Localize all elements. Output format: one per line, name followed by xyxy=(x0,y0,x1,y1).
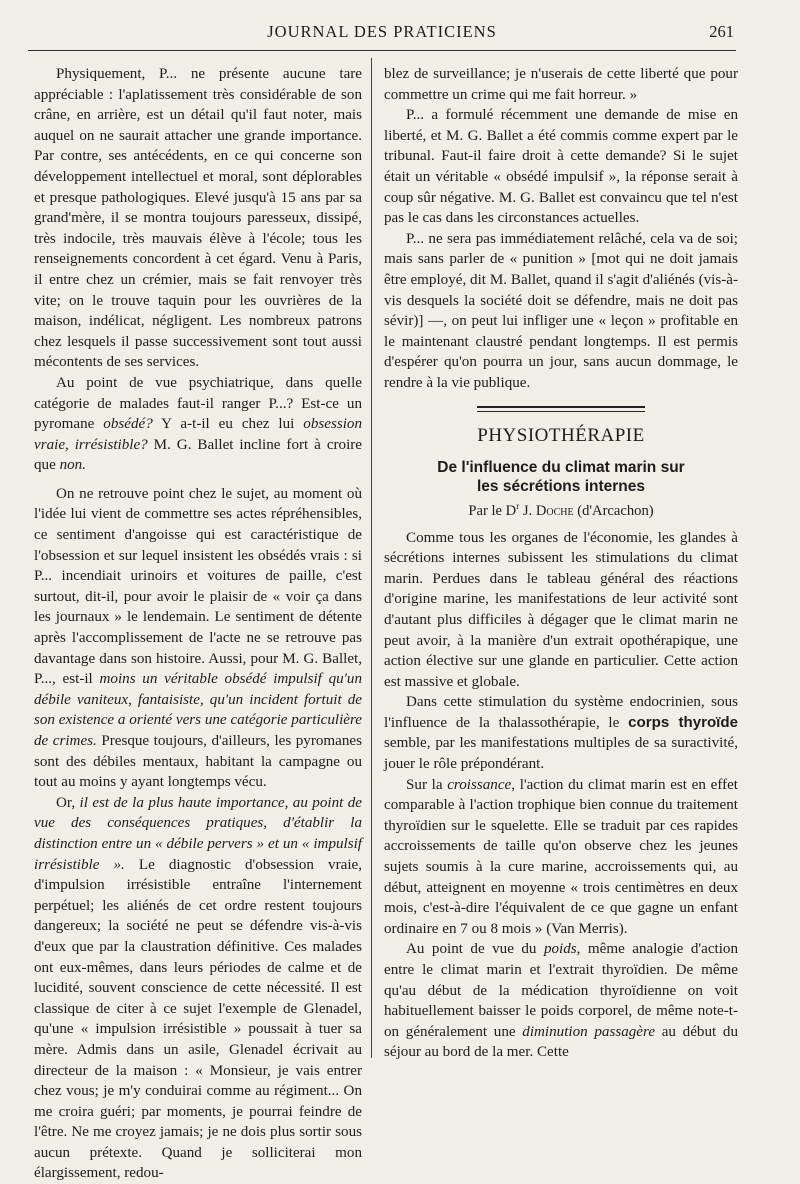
paragraph: Physiquement, P... ne présente aucune tare appréciable : l'aplatissement très considérable de son crâne, en arrière, est un détail qu'il faut noter, mais auquel on ne saurait attacher une grande importance. Par contre, ses antécédents, en ce qui concerne son développement intellectuel et moral, sont déplorables et presque pathologiques. Elevé jusqu'à 15 ans par sa grand'mère, il se montra toujours paresseux, dissipé, très indocile, très mauvais élève à l'école; tous les renseignements concordent à cet égard. Venu à Paris, il entre chez un crémier, mais se fait renvoyer très vite; on le trouve taquin pour les ouvrières de la maison, indélicat, négligent. Les nombreux patrons chez lesquels il passe successivement sont tout aussi mécontents de ses services. xyxy=(34,66,362,371)
left-column xyxy=(34,64,362,1184)
section-separator xyxy=(477,406,645,412)
paragraph: Sur la croissance, l'action du climat marin est en effet comparable à l'action trophique bien connue du traitement thyroïdien sur le squelette. Elle se traduit par ces rapides accroissements de taille qu'on observe chez les jeunes sujets soumis à la cure marine, accroissements qui, au début, atteignent en moyenne « trois centimètres en deux mois, c'est-à-dire l'équivalent de ce que gagne un enfant ordinaire en 7 ou 8 mois » (Van Merris). xyxy=(384,776,738,937)
page-number: 261 xyxy=(709,22,734,41)
journal-title: JOURNAL DES PRATICIENS xyxy=(267,22,497,41)
byline: Par le $D^r$ J. Doche (d'Arcachon) xyxy=(468,501,654,519)
section-title: PHYSIOTHÉRAPIE xyxy=(477,424,645,446)
running-header xyxy=(28,22,736,46)
paragraph: Or, il est de la plus haute importance, au point de vue des conséquences pratiques, d'établir la distinction entre un « débile pervers » et un « impulsif irrésistible ». Le diagnostic d'obsession vraie, d'impulsion irrésistible entraîne l'internement perpétuel; les aliénés de cet ordre restent toujours dangereux; la société ne peut se défendre vis-à-vis d'eux que par la claustration définitive. Ces malades ont eux-mêmes, dans leurs périodes de calme et de lucidité, souvent conscience de cette nécessité. Il est classique de citer à ce sujet l'exemple de Glenadel, qu'une « impulsion irrésistible » poussait à tuer sa mère. Admis dans un asile, Glenadel écrivait au directeur de la maison : « Monsieur, je vais entrer chez vous; je m'y conduirai comme au régiment... On me croira guéri; par moments, je pourrai feindre de l'être. Ne me croyez jamais; je ne dois plus sortir sous aucun prétexte. Quand je solliciterai mon élargissement, redou- xyxy=(34,794,362,1182)
paragraph: Dans cette stimulation du système endocrinien, sous l'influence de la thalassothérapie, le corps thyroïde semble, par les manifestations multiples de sa suractivité, jouer le rôle prépondérant. xyxy=(384,694,738,773)
paragraph: Au point de vue du poids, même analogie d'action entre le climat marin et l'extrait thyroïdien. De même qu'au début de la médication thyroïdienne on voit habituellement baisser le poids corporel, de même note-t-on généralement une diminution passagère au début du séjour au bord de la mer. Cette xyxy=(384,941,738,1061)
paragraph: P... ne sera pas immédiatement relâché, cela va de soi; mais sans parler de « punition » [mot qui ne doit jamais être employé, dit M. Ballet, quand il s'agit d'aliénés (vis-à-vis desquels la société doit se défendre, mais ne doit pas sévir)] —, on peut lui infliger une « leçon » profitable en le maintenant claustré pendant longtemps. Il est permis d'espérer qu'on pourra un jour, sans aucun dommage, le rendre à la vie publique. xyxy=(384,230,738,391)
paragraph: Au point de vue psychiatrique, dans quelle catégorie de malades faut-il ranger P...? Est-ce un pyromane obsédé? Y a-t-il eu chez lui obsession vraie, irrésistible? M. G. Ballet incline fort à croire que non. xyxy=(34,374,363,474)
paragraph: On ne retrouve point chez le sujet, au moment où l'idée lui vient de commettre ses actes répréhensibles, ce sentiment d'angoisse qui est caractéristique de l'obsession et sur lequel insistent les obsédés vrais : si P... incendiait urinoirs et voitures de paille, c'est surtout, dit-il, pour avoir le plaisir de « voir ça dans les journaux » le lendemain. Le sentiment de détente après l'accomplissement de l'acte ne se retrouve pas davantage dans son histoire. Aussi, pour M. G. Ballet, P..., est-il moins un véritable obsédé impulsif qu'un débile vaniteux, fantaisiste, qu'un incident fortuit de son existence a orienté vers une catégorie particulière de crimes. Presque toujours, d'ailleurs, les pyromanes sont des débiles mentaux, habitant la campagne ou tout au moins y ayant longtemps vécu. xyxy=(34,485,363,791)
paragraph: P... a formulé récemment une demande de mise en liberté, et M. G. Ballet a été commis comme expert par le tribunal. Faut-il faire droit à cette demande? Si le sujet était un véritable « obsédé impulsif », la réponse serait à coup sûr négative. M. G. Ballet est convaincu que tel n'est pas le cas dans les circonstances actuelles. xyxy=(384,107,738,227)
right-column xyxy=(384,64,738,1063)
column-divider xyxy=(371,58,372,1058)
paragraph: blez de surveillance; je n'userais de cette liberté que pour commettre un crime qui me fait horreur. » xyxy=(384,66,738,103)
header-rule xyxy=(28,50,736,51)
paragraph: Comme tous les organes de l'économie, les glandes à sécrétions internes subissent les stimulations du climat marin. Perdues dans le tableau général des réactions d'origine marine, les manifestations de leur activité sont d'autant plus difficiles à dégager que le climat marin ne peut avoir, à la manière d'un extrait opothérapique, une action élective sur une glande en particulier. Cette action est massive et globale. xyxy=(384,529,738,690)
article-title-line-1: De l'influence du climat marin sur xyxy=(437,459,685,477)
article-title-line-2: les sécrétions internes xyxy=(477,478,645,496)
